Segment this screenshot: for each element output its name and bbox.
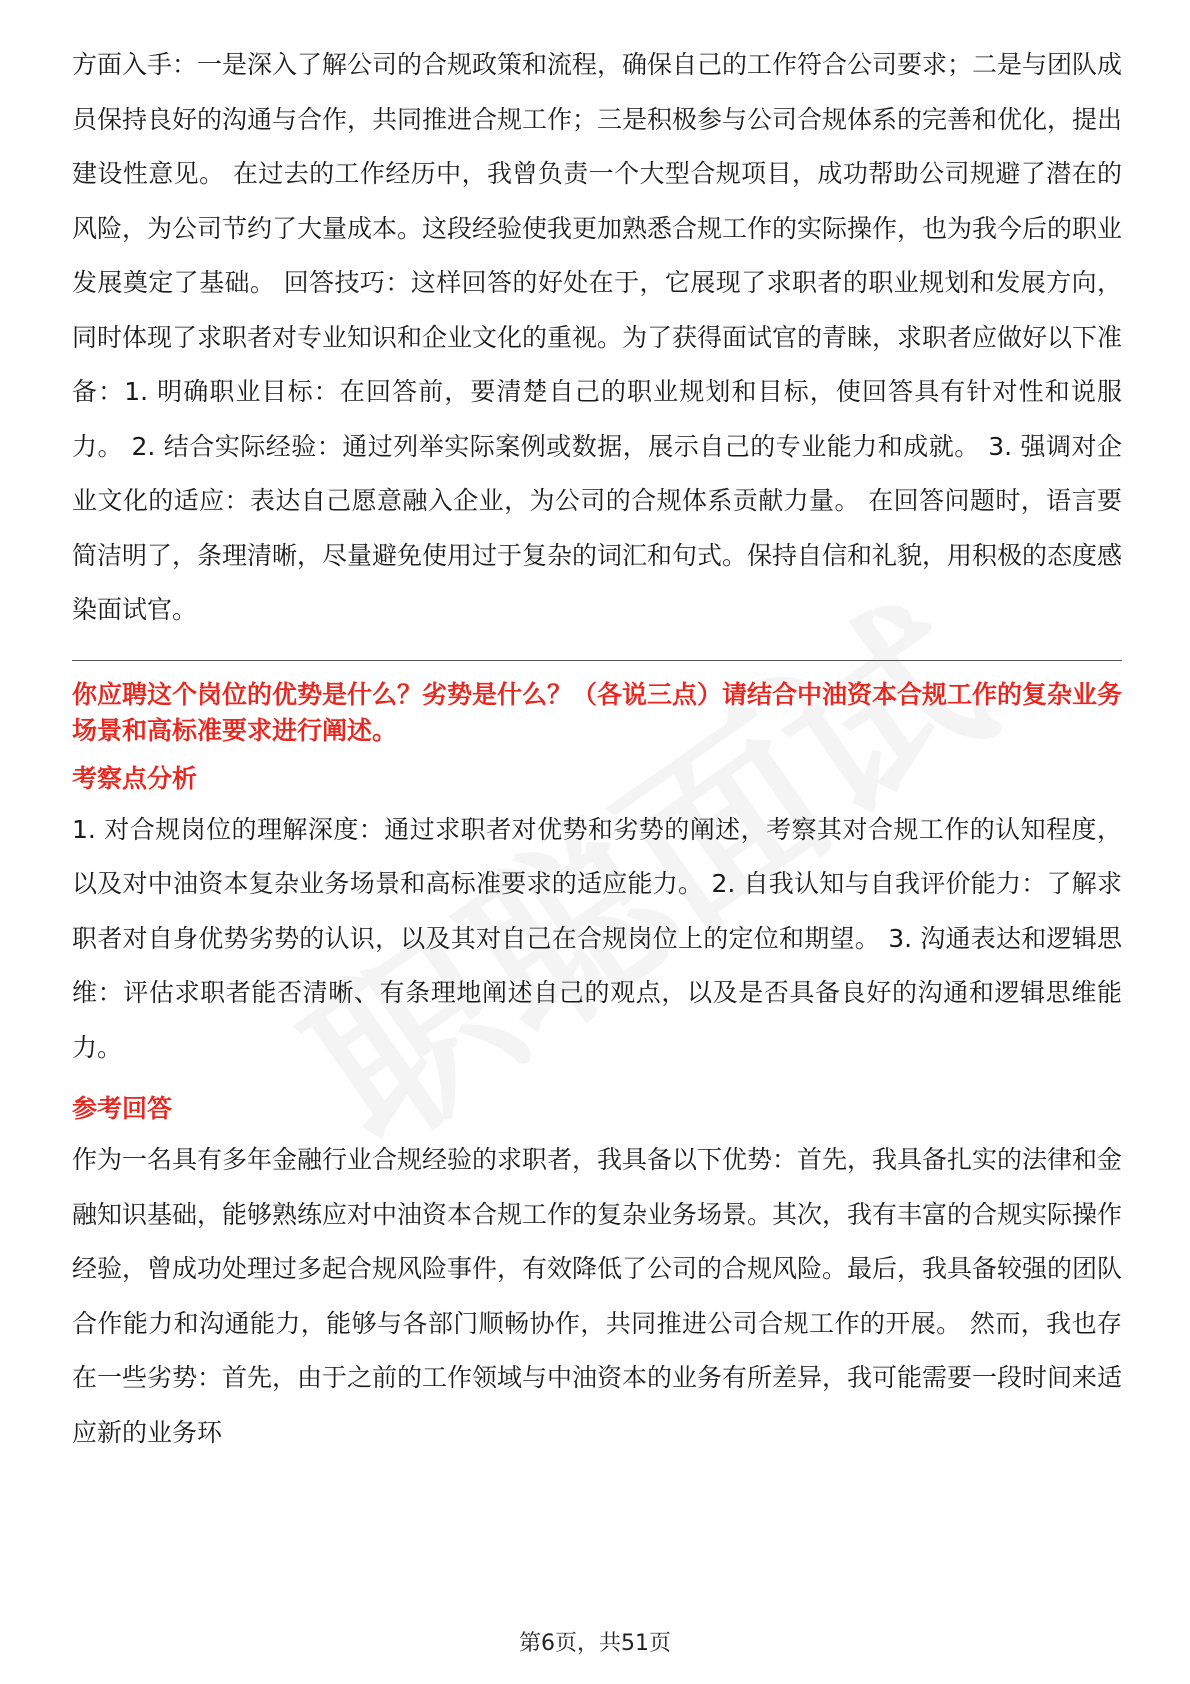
page-number: 第6页，共51页 — [519, 1631, 671, 1656]
question-title: 你应聘这个岗位的优势是什么？劣势是什么？（各说三点）请结合中油资本合规工作的复杂业务场景和高标准要求进行阐述。 — [72, 679, 1123, 745]
analysis-heading: 考察点分析 — [72, 763, 198, 793]
reference-answer-text: 作为一名具有多年金融行业合规经验的求职者，我具备以下优势：首先，我具备扎实的法律和金融知识基础，能够熟练应对中油资本合规工作的复杂业务场景。其次，我有丰富的合规实际操作经验，曾成功处理过多起合规风险事件，有效降低了公司的合规风险。最后，我具备较强的团队合作能力和沟通能力，能够与各部门顺畅协作，共同推进公司合规工作的开展。 然而，我也存在一些劣势：首先，由于之前的工作领域与中油资本的业务有所差异，我可能需要一段时间来适应新的业务环 — [72, 1145, 1123, 1447]
document-body — [72, 38, 1122, 1460]
section-divider — [72, 660, 1122, 661]
analysis-text: 1. 对合规岗位的理解深度：通过求职者对优势和劣势的阐述，考察其对合规工作的认知程度，以及对中油资本复杂业务场景和高标准要求的适应能力。 2. 自我认知与自我评价能力：了解求职者对自身优势劣势的认识，以及其对自己在合规岗位上的定位和期望。 3. 沟通表达和逻辑思维：评估求职者能否清晰、有条理地阐述自己的观点，以及是否具备良好的沟通和逻辑思维能力。 — [72, 814, 1122, 1062]
intro-paragraph: 方面入手：一是深入了解公司的合规政策和流程，确保自己的工作符合公司要求；二是与团队成员保持良好的沟通与合作，共同推进合规工作；三是积极参与公司合规体系的完善和优化，提出建设性意见。 在过去的工作经历中，我曾负责一个大型合规项目，成功帮助公司规避了潜在的风险，为公司节约了大量成本。这段经验使我更加熟悉合规工作的实际操作，也为我今后的职业发展奠定了基础。 回答技巧：这样回答的好处在于，它展现了求职者的职业规划和发展方向，同时体现了求职者对专业知识和企业文化的重视。为了获得面试官的青睐，求职者应做好以下准备：1. 明确职业目标：在回答前，要清楚自己的职业规划和目标，使回答具有针对性和说服力。 2. 结合实际经验：通过列举实际案例或数据，展示自己的专业能力和成就。 3. 强调对企业文化的适应：表达自己愿意融入企业，为公司的合规体系贡献力量。 在回答问题时，语言要简洁明了，条理清晰，尽量避免使用过于复杂的词汇和句式。保持自信和礼貌，用积极的态度感染面试官。 — [72, 50, 1123, 624]
reference-answer-heading: 参考回答 — [72, 1094, 173, 1123]
